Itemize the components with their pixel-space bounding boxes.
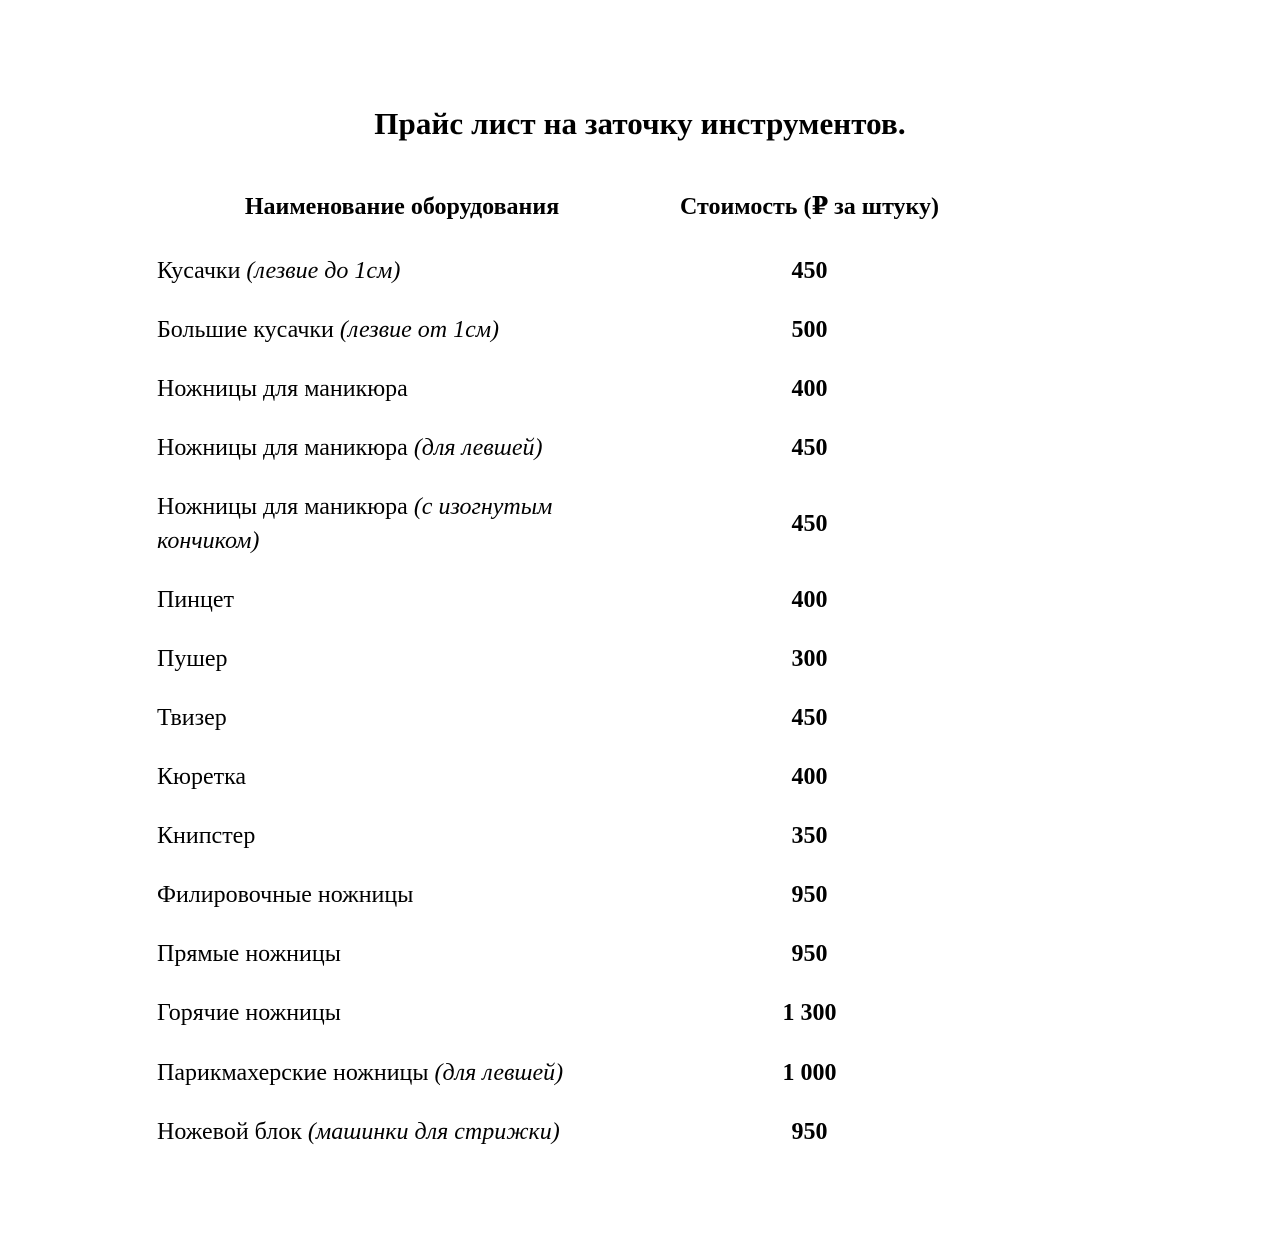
- cell-equipment-name: [157, 1103, 647, 1162]
- cell-price: 350: [791, 823, 828, 850]
- equipment-name-qualifier: (для левшей): [413, 435, 543, 462]
- cell-price: 450: [791, 704, 828, 731]
- table-row: [157, 748, 972, 807]
- table-row: [157, 419, 972, 478]
- equipment-name-qualifier: (с изогнутым кончиком): [157, 494, 553, 554]
- table-header: [157, 192, 972, 242]
- cell-equipment-name: [157, 807, 647, 866]
- equipment-name-text: Ножевой блок: [157, 1118, 308, 1145]
- cell-equipment-name: [157, 478, 647, 570]
- table-row: [157, 301, 972, 360]
- cell-equipment-name: [157, 866, 647, 925]
- equipment-name-text: Кюретка: [157, 763, 247, 790]
- cell-price: 1 000: [782, 1059, 837, 1086]
- cell-price: 300: [791, 645, 828, 672]
- table-row: [157, 866, 972, 925]
- equipment-name-text: Ножницы для маникюра: [157, 376, 408, 403]
- cell-price: 400: [791, 586, 828, 613]
- cell-equipment-name: [157, 571, 647, 630]
- cell-price: 950: [791, 1118, 828, 1145]
- cell-equipment-name: [157, 242, 647, 301]
- column-header-price: Стоимость (₽ за штуку): [679, 194, 940, 220]
- cell-price: 450: [791, 435, 828, 462]
- equipment-name-qualifier: (лезвие до 1см): [246, 258, 401, 284]
- equipment-name-text: Ножницы для маникюра: [157, 435, 414, 462]
- table-header-row: [157, 192, 972, 242]
- table-row: [157, 1044, 972, 1103]
- equipment-name-qualifier: (для левшей): [434, 1059, 564, 1086]
- equipment-name-text: Ножницы для маникюра: [157, 494, 414, 521]
- table-body: [157, 242, 972, 1162]
- cell-price: 450: [791, 510, 828, 537]
- cell-equipment-name: [157, 689, 647, 748]
- cell-equipment-name: [157, 301, 647, 360]
- table-row: [157, 571, 972, 630]
- equipment-name-text: Филировочные ножницы: [157, 882, 414, 909]
- cell-equipment-name: [157, 419, 647, 478]
- table-row: [157, 630, 972, 689]
- cell-price: 450: [791, 258, 828, 284]
- cell-price: 950: [791, 941, 828, 968]
- cell-price: 1 300: [782, 1000, 837, 1027]
- equipment-name-text: Большие кусачки: [157, 317, 340, 344]
- table-row: [157, 478, 972, 570]
- equipment-name-text: Твизер: [157, 704, 227, 731]
- equipment-name-qualifier: (лезвие от 1см): [339, 317, 500, 344]
- price-list-table: [157, 192, 972, 1162]
- cell-price: 950: [791, 882, 828, 909]
- equipment-name-qualifier: (машинки для стрижки): [307, 1118, 560, 1145]
- cell-price: 400: [791, 763, 828, 790]
- equipment-name-text: Кусачки: [157, 258, 247, 284]
- cell-equipment-name: [157, 748, 647, 807]
- equipment-name-text: Парикмахерские ножницы: [157, 1059, 435, 1086]
- table-row: [157, 925, 972, 984]
- equipment-name-text: Книпстер: [157, 823, 256, 850]
- table-row: [157, 1103, 972, 1162]
- cell-price: 400: [791, 376, 828, 403]
- cell-equipment-name: [157, 1044, 647, 1103]
- equipment-name-text: Пинцет: [157, 586, 235, 613]
- cell-equipment-name: [157, 984, 647, 1043]
- equipment-name-text: Прямые ножницы: [157, 941, 341, 968]
- equipment-name-text: Горячие ножницы: [157, 1000, 341, 1027]
- cell-equipment-name: [157, 925, 647, 984]
- page-title: Прайс лист на заточку инструментов.: [374, 105, 906, 141]
- cell-price: 500: [791, 317, 828, 344]
- table-row: [157, 242, 972, 301]
- table-row: [157, 360, 972, 419]
- table-row: [157, 807, 972, 866]
- equipment-name-text: Пушер: [157, 645, 228, 672]
- table-row: [157, 689, 972, 748]
- table-row: [157, 984, 972, 1043]
- column-header-equipment-name: Наименование оборудования: [244, 194, 560, 220]
- cell-equipment-name: [157, 360, 647, 419]
- cell-equipment-name: [157, 630, 647, 689]
